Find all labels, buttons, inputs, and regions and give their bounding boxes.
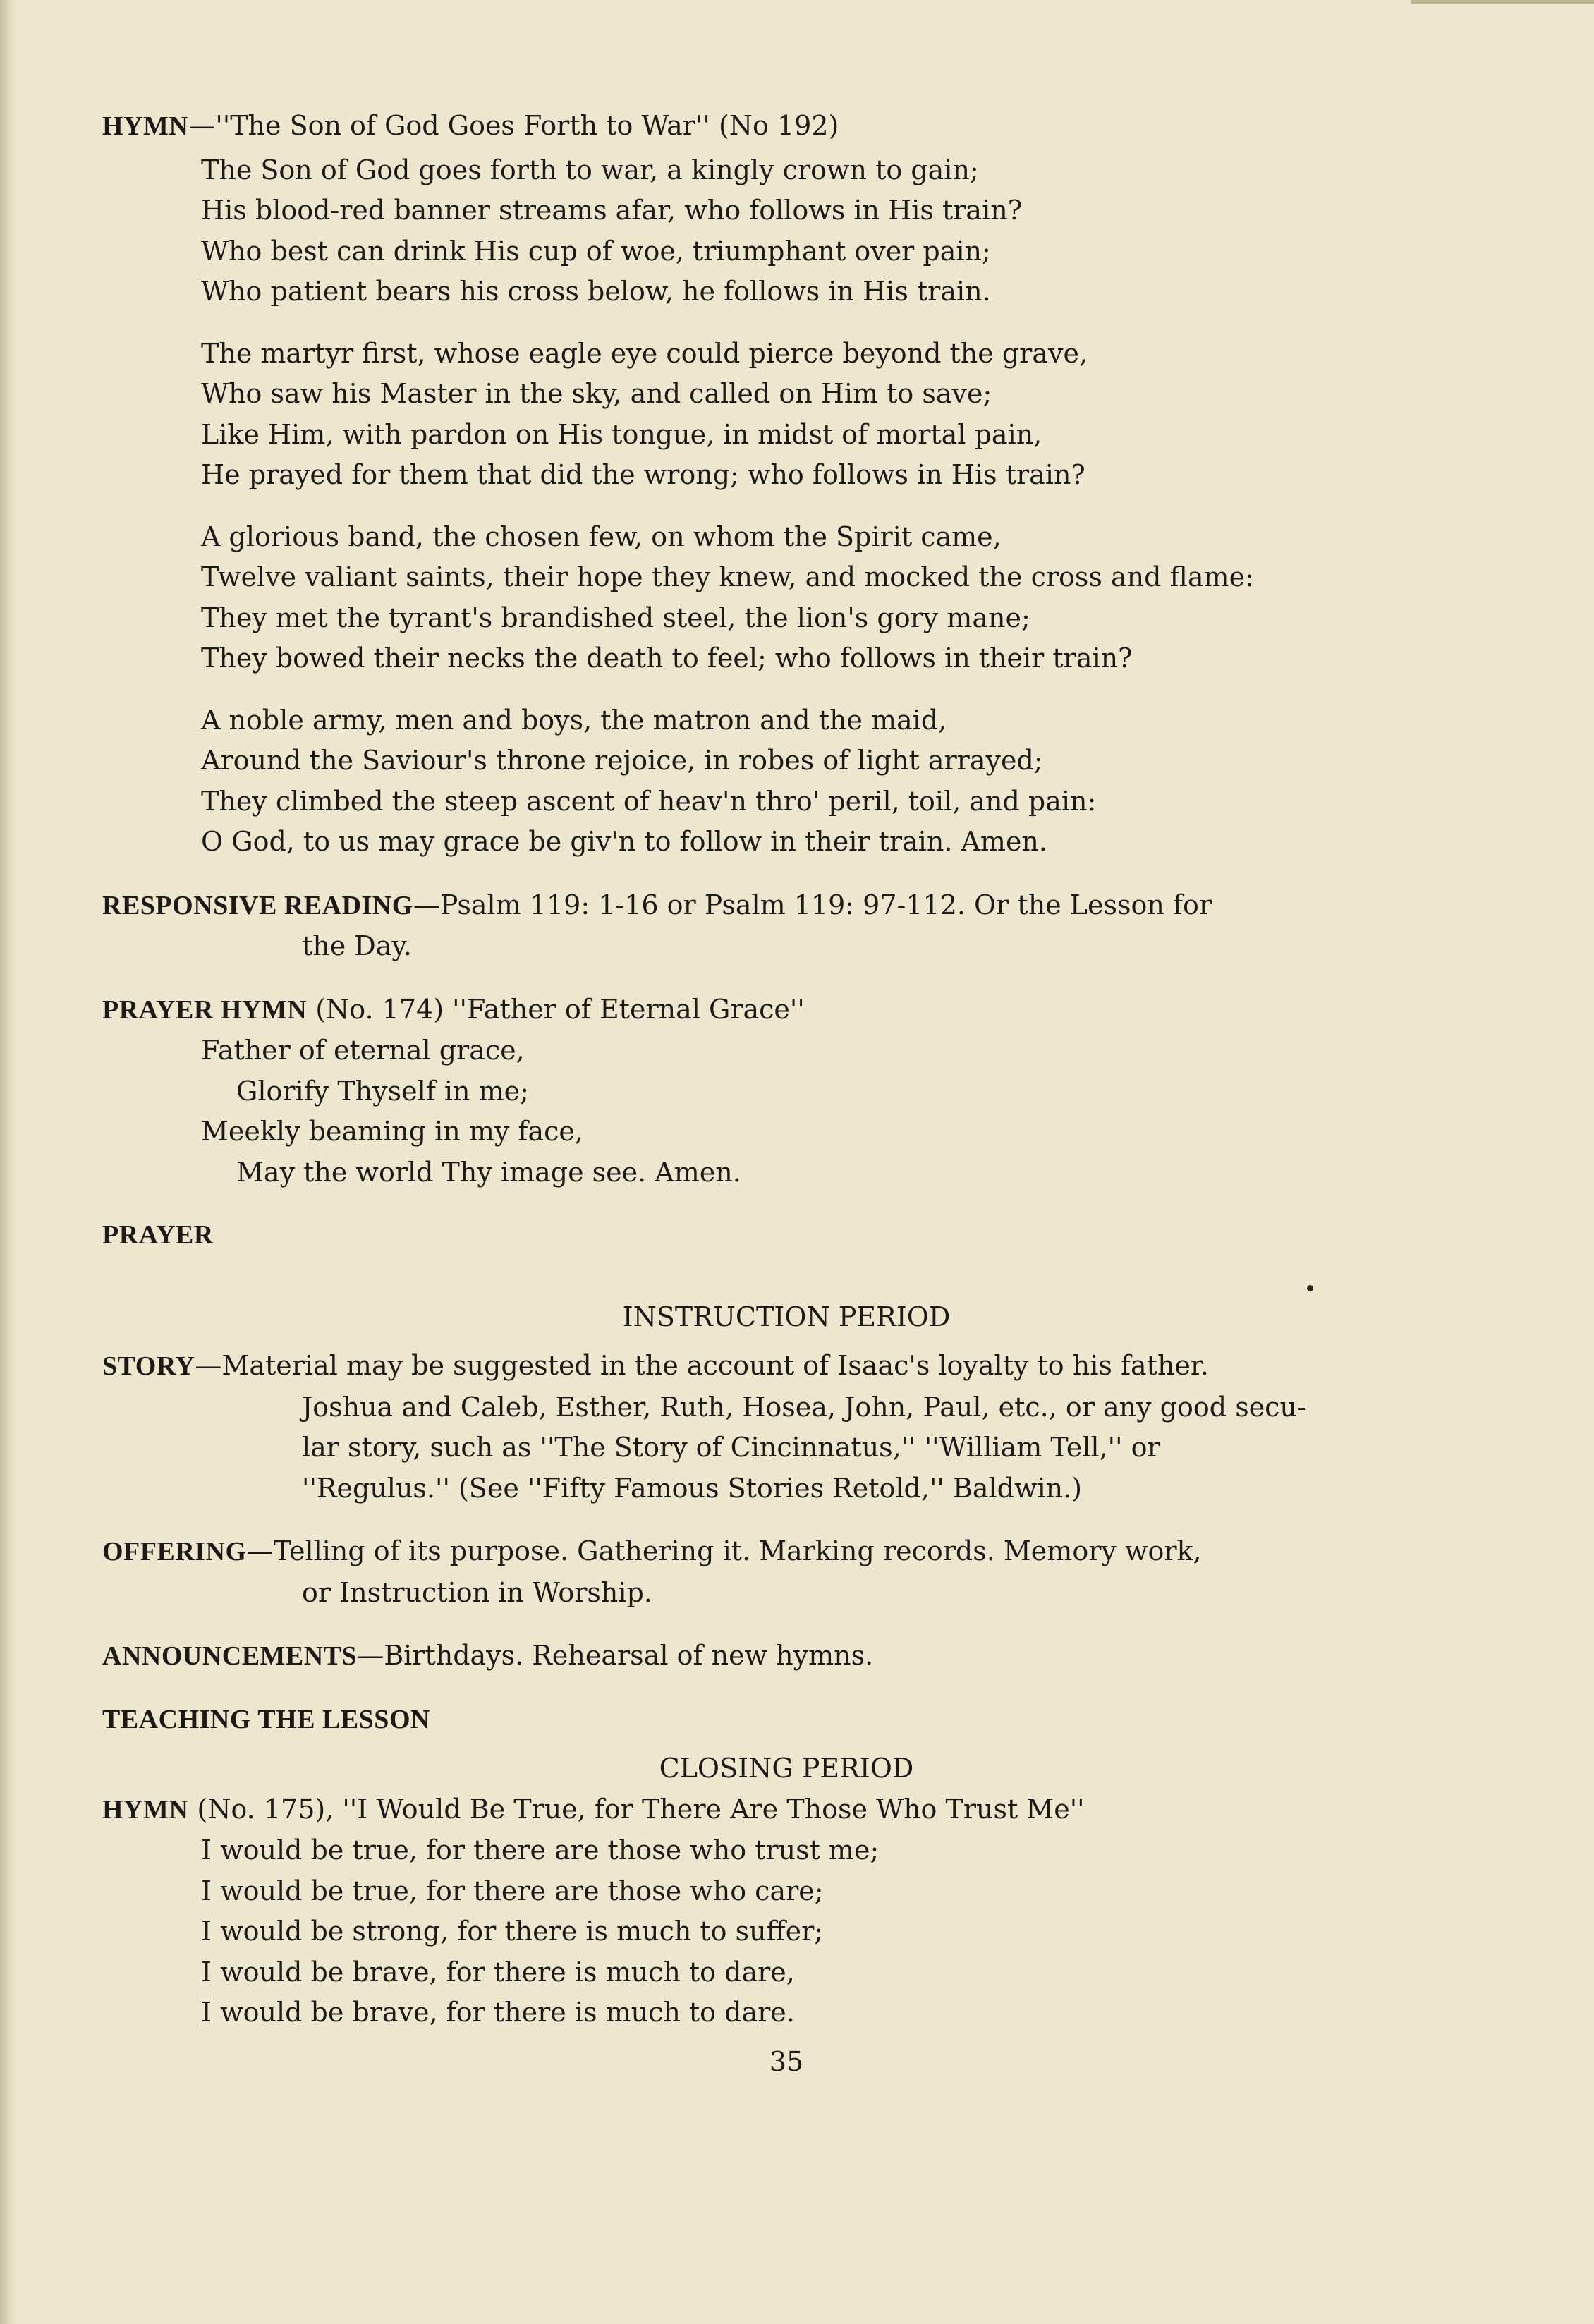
offering-line [102, 1531, 1471, 1573]
responsive-reading [102, 885, 1471, 967]
responsive-reading-line [102, 885, 1471, 927]
verse-line: I would be strong, for there is much to suffer; [201, 1916, 824, 1947]
announcements-line [102, 1636, 1471, 1677]
prayer-hymn-title: (No. 174) ''Father of Eternal Grace'' [307, 993, 805, 1025]
story-continuation: lar story, such as ''The Story of Cincinnatus,'' ''William Tell,'' or [302, 1432, 1160, 1463]
verse-line: Father of eternal grace, [201, 1035, 525, 1066]
story-text: —Material may be suggested in the account of Isaac's loyalty to his father. [195, 1350, 1209, 1381]
closing-hymn-heading [102, 1789, 1471, 1831]
page-edge-top [1411, 0, 1594, 4]
instruction-period-heading: INSTRUCTION PERIOD [622, 1301, 951, 1332]
story-label: STORY [102, 1351, 195, 1381]
verse-line: They met the tyrant's brandished steel, the lion's gory mane; [201, 602, 1030, 633]
page-edge [0, 0, 16, 2324]
closing-hymn-title: (No. 175), ''I Would Be True, for There Are Those Who Trust Me'' [188, 1793, 1085, 1825]
verse-line: Around the Saviour's throne rejoice, in robes of light arrayed; [201, 745, 1043, 776]
verse-line: Meekly beaming in my face, [201, 1116, 584, 1147]
verse-line: Like Him, with pardon on His tongue, in midst of mortal pain, [201, 418, 1042, 450]
responsive-reading-label: RESPONSIVE READING [102, 890, 413, 920]
verse-line: The martyr first, whose eagle eye could pierce beyond the grave, [201, 337, 1088, 369]
verse-line: Who patient bears his cross below, he follows in His train. [201, 276, 991, 307]
responsive-reading-text: —Psalm 119: 1-16 or Psalm 119: 97-112. Or the Lesson for [413, 889, 1212, 920]
hymn-title: —''The Son of God Goes Forth to War'' (No 192) [188, 110, 839, 141]
story-line [102, 1346, 1471, 1387]
verse-line: I would be brave, for there is much to dare, [201, 1956, 795, 1988]
closing-period-heading: CLOSING PERIOD [659, 1753, 914, 1784]
verse-line: Glorify Thyself in me; [236, 1075, 529, 1107]
verse-line: A glorious band, the chosen few, on whom the Spirit came, [201, 521, 1002, 552]
offering-section [102, 1531, 1471, 1613]
story-section [102, 1346, 1471, 1509]
verse-line: I would be brave, for there is much to dare. [201, 1997, 795, 2028]
prayer-hymn [102, 990, 1471, 1193]
verse-line: Who best can drink His cup of woe, triumphant over pain; [201, 235, 991, 267]
teaching-label: TEACHING THE LESSON [102, 1704, 430, 1734]
announcements-text: —Birthdays. Rehearsal of new hymns. [357, 1640, 874, 1671]
closing-hymn-label: HYMN [102, 1794, 189, 1825]
verse-line: They bowed their necks the death to feel; who follows in their train? [201, 643, 1133, 674]
verse-line: May the world Thy image see. Amen. [236, 1156, 741, 1188]
prayer-section [102, 1215, 1471, 1256]
hymn-stanza-3 [102, 517, 1471, 679]
verse-line: I would be true, for there are those who trust me; [201, 1835, 880, 1866]
offering-continuation: or Instruction in Worship. [302, 1576, 652, 1608]
announcements-label: ANNOUNCEMENTS [102, 1641, 358, 1671]
story-continuation: ''Regulus.'' (See ''Fifty Famous Stories Retold,'' Baldwin.) [302, 1472, 1083, 1504]
page-body [102, 106, 1471, 2082]
verse-line: The Son of God goes forth to war, a kingly crown to gain; [201, 154, 979, 185]
closing-hymn [102, 1789, 1471, 2033]
verse-line: Who saw his Master in the sky, and called on Him to save; [201, 378, 992, 409]
offering-label: OFFERING [102, 1537, 247, 1566]
story-continuation: Joshua and Caleb, Esther, Ruth, Hosea, John, Paul, etc., or any good secu- [302, 1391, 1306, 1423]
verse-line: Twelve valiant saints, their hope they knew, and mocked the cross and flame: [201, 561, 1254, 592]
hymn-stanza-4 [102, 700, 1471, 863]
hymn-stanza-2 [102, 334, 1471, 496]
prayer-label: PRAYER [102, 1220, 214, 1250]
verse-line: He prayed for them that did the wrong; who follows in His train? [201, 459, 1085, 490]
prayer-hymn-label: PRAYER HYMN [102, 994, 308, 1025]
hymn-stanza-1 [102, 150, 1471, 312]
verse-line: I would be true, for there are those who care; [201, 1875, 824, 1906]
teaching-section [102, 1700, 1471, 1741]
prayer-hymn-heading [102, 990, 1471, 1031]
verse-line: O God, to us may grace be giv'n to follow in their train. Amen. [201, 826, 1047, 857]
page-number: 35 [769, 2045, 804, 2077]
hymn-heading [102, 106, 1471, 147]
hymn-label: HYMN [102, 111, 189, 141]
verse-line: A noble army, men and boys, the matron and the maid, [201, 704, 947, 736]
verse-line: His blood-red banner streams afar, who follows in His train? [201, 195, 1023, 226]
responsive-reading-continuation: the Day. [302, 930, 412, 961]
announcements-section [102, 1636, 1471, 1677]
offering-text: —Telling of its purpose. Gathering it. Marking records. Memory work, [246, 1535, 1202, 1566]
verse-line: They climbed the steep ascent of heav'n thro' peril, toil, and pain: [201, 785, 1097, 817]
